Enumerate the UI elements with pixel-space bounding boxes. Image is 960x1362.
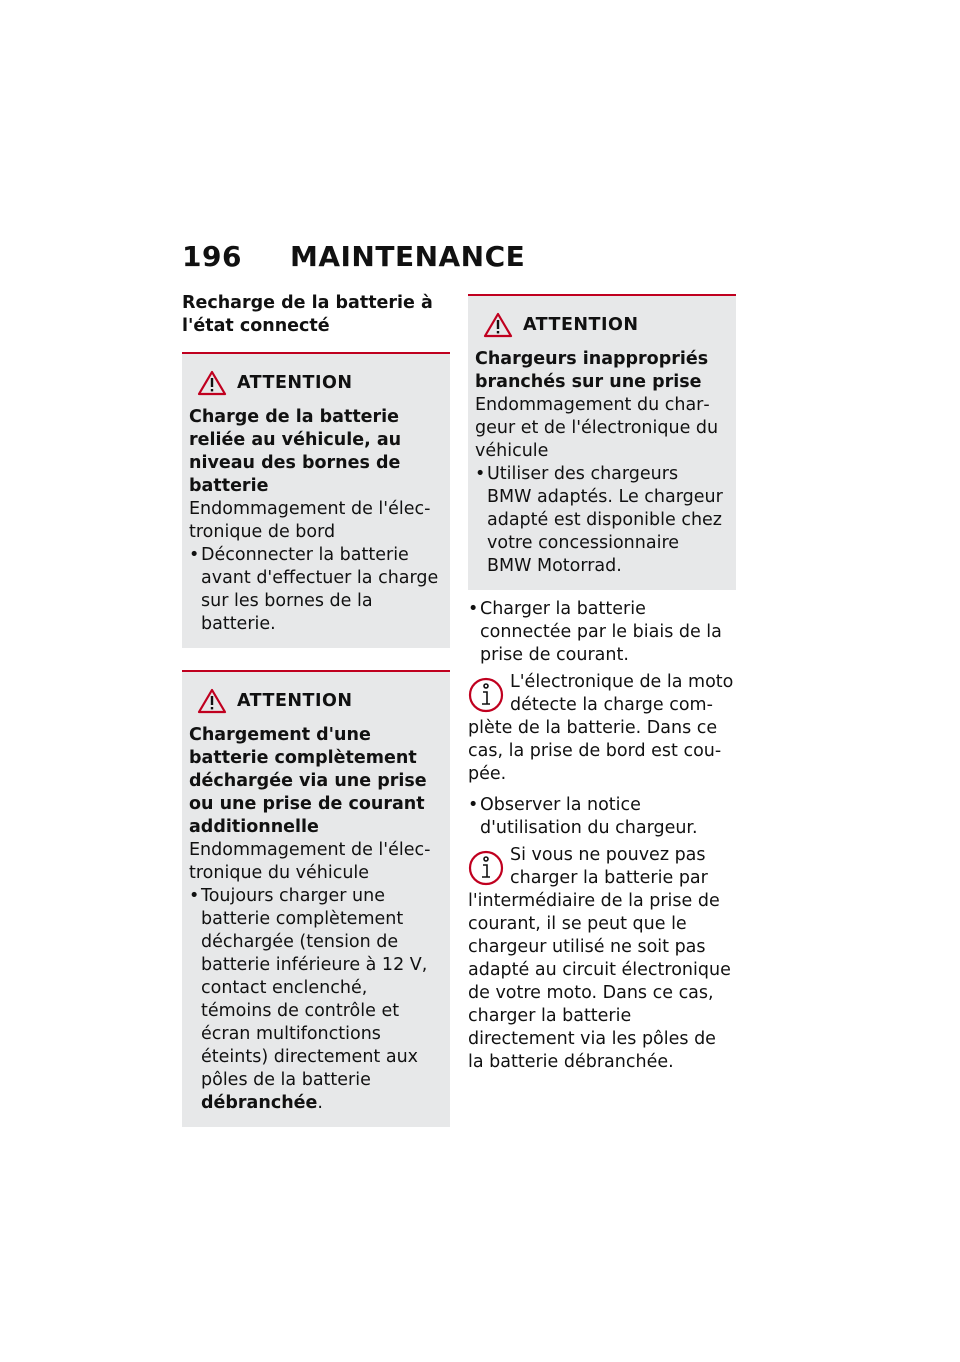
warning-title: Charge de la batterie reliée au véhicule, au niveau des bornes de batterie <box>189 407 402 496</box>
warning-title: Chargeurs inappropriés branchés sur une prise <box>475 349 709 392</box>
info-text: Si vous ne pouvez pas charger la batterie par l'intermédiaire de la prise de courant, il se peut que le chargeur utilisé ne soit pas adapté au circuit électronique de votre moto. Dans ce cas, charger la batterie directement via les pôles de la batterie débranchée. <box>468 845 731 1072</box>
page-number: 196 <box>182 240 242 273</box>
warning-box-2 <box>182 670 450 1127</box>
warning-header <box>483 312 728 338</box>
warning-description: Endommagement de l'électronique de bord <box>189 499 431 542</box>
warning-header <box>197 688 442 714</box>
left-column <box>182 292 450 1127</box>
warning-bullet: • Toujours charger une batterie complètement déchargée (tension de batterie inférieure à 12 V, contact enclenché, témoins de contrôle et écran multifonctions éteints) directement aux pôles de la batterie débranchée. <box>189 886 428 1113</box>
step-bullet: • Observer la notice d'utilisation du chargeur. <box>468 795 698 838</box>
warning-description: Endommagement de l'électronique du véhicule <box>189 840 431 883</box>
step-bullet: • Charger la batterie connectée par le biais de la prise de courant. <box>468 599 722 665</box>
chapter-title: MAINTENANCE <box>289 240 526 273</box>
warning-triangle-icon <box>197 370 227 396</box>
warning-box-3 <box>468 294 736 590</box>
info-icon <box>468 675 504 715</box>
warning-label: ATTENTION <box>523 314 639 335</box>
info-note-2 <box>468 844 736 1074</box>
warning-description: Endommagement du chargeur et de l'électronique du véhicule <box>475 395 719 461</box>
warning-label: ATTENTION <box>237 372 353 393</box>
warning-header <box>197 370 442 396</box>
info-icon <box>468 848 504 888</box>
warning-triangle-icon <box>197 688 227 714</box>
warning-bullet: • Utiliser des chargeurs BMW adaptés. Le chargeur adapté est disponible chez votre concessionnaire BMW Motorrad. <box>475 464 723 576</box>
warning-triangle-icon <box>483 312 513 338</box>
section-title: Recharge de la batterie à l'état connecté <box>182 292 450 354</box>
emphasis: débranchée <box>201 1093 318 1113</box>
warning-label: ATTENTION <box>237 690 353 711</box>
warning-bullet: • Déconnecter la batterie avant d'effectuer la charge sur les bornes de la batterie. <box>189 545 439 634</box>
page-header <box>182 240 742 273</box>
warning-box-1 <box>182 354 450 648</box>
warning-title: Chargement d'une batterie complètement déchargée via une prise ou une prise de courant additionnelle <box>189 725 427 837</box>
info-text: L'électronique de la moto détecte la charge complète de la batterie. Dans ce cas, la prise de bord est coupée. <box>468 672 734 784</box>
info-note-1 <box>468 671 736 786</box>
right-column <box>468 294 736 1074</box>
